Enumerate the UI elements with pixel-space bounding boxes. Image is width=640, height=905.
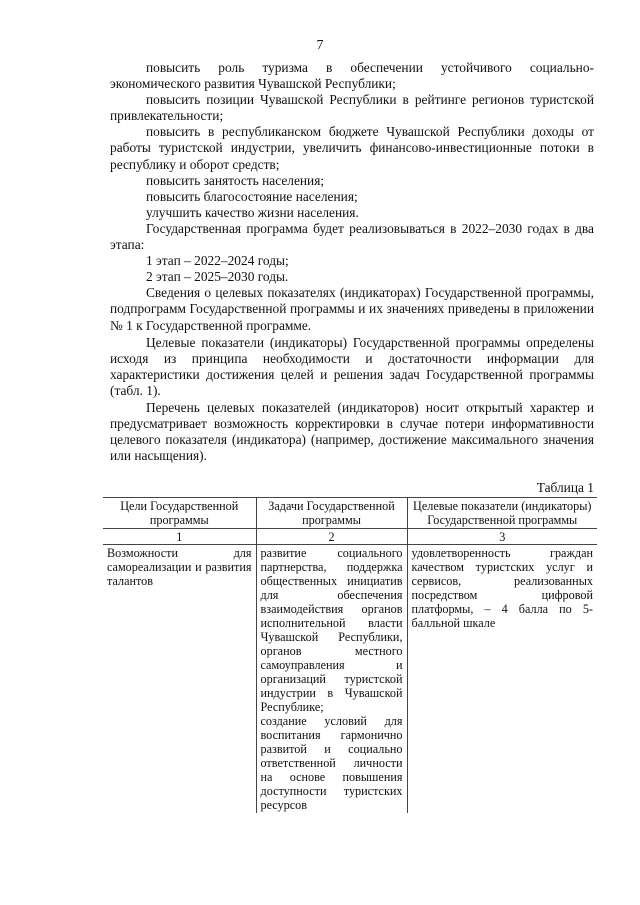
paragraph: улучшить качество жизни населения.: [146, 204, 359, 220]
column-number: 2: [256, 529, 407, 545]
column-number: 3: [407, 529, 597, 545]
body-text: [110, 60, 594, 464]
paragraph: повысить роль туризма в обеспечении устойчивого социально-экономического развития Чувашской Республики;: [110, 60, 594, 92]
column-number-row: [103, 529, 597, 545]
paragraph: Целевые показатели (индикаторы) Государственной программы определены исходя из принципа необходимости и достаточности информации для характеристики достижения целей и решения задач Государственной программы (табл. 1).: [110, 334, 594, 398]
tasks-cell: [256, 545, 407, 814]
paragraph: Сведения о целевых показателях (индикаторах) Государственной программы, подпрограмм Государственной программы и их значениях приведены в приложении № 1 к Государственной программе.: [110, 285, 594, 333]
paragraph: повысить позиции Чувашской Республики в рейтинге регионов туристской привлекательности;: [110, 92, 594, 124]
page-number: 7: [316, 38, 324, 53]
task-item: создание условий для воспитания гармонично развитой и социально ответственной личности на основе повышения доступности туристских ресурсов: [260, 714, 403, 812]
paragraph: Перечень целевых показателей (индикаторов) носит открытый характер и предусматривает возможность корректировки в случае потери информативности целевого показателя (индикатора) (например, достижение максимального значения или насыщения).: [110, 399, 594, 464]
paragraph: 2 этап – 2025–2030 годы.: [146, 269, 289, 285]
paragraph: повысить в республиканском бюджете Чувашской Республики доходы от работы туристской индустрии, увеличить финансово-инвестиционные потоки в республику и оборот средств;: [110, 124, 594, 172]
indicators-table: [103, 497, 597, 813]
table-row: [103, 545, 597, 814]
paragraph: Государственная программа будет реализовываться в 2022–2030 годах в два этапа:: [110, 220, 594, 253]
header-tasks: Задачи Государственной программы: [256, 498, 407, 529]
column-number: 1: [103, 529, 256, 545]
indicator-cell: удовлетворенность граждан качеством туристских услуг и сервисов, реализованных посредством цифровой платформы, – 4 балла по 5-балльной шкале: [407, 545, 597, 814]
task-item: развитие социального партнерства, поддержка общественных инициатив для обеспечения взаимодействия органов исполнительной власти Чувашской Республики, органов местного самоуправления и организаций туристской индустрии в Чувашской Республике;: [260, 546, 403, 714]
table-caption: Таблица 1: [536, 480, 594, 495]
header-goals: Цели Государственной программы: [103, 498, 256, 529]
paragraph: повысить занятость населения;: [146, 172, 325, 188]
table-header-row: [103, 498, 597, 529]
header-indicators: Целевые показатели (индикаторы) Государственной программы: [407, 498, 597, 529]
paragraph: повысить благосостояние населения;: [146, 188, 358, 204]
goal-cell: Возможности для самореализации и развития талантов: [107, 546, 252, 588]
paragraph: 1 этап – 2022–2024 годы;: [146, 253, 289, 269]
